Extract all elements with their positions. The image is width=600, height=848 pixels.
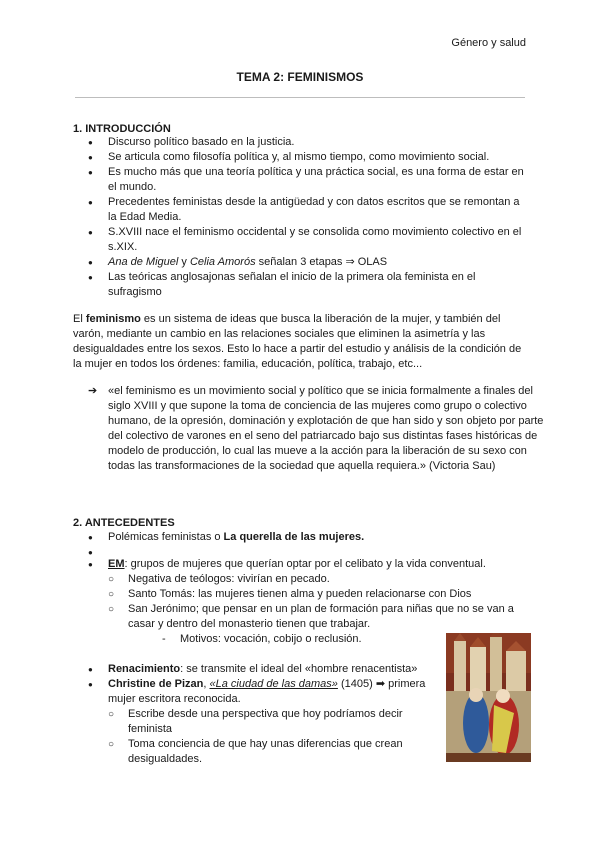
list-item-christine: ● Christine de Pizan, «La ciudad de las damas» (1405) ➡ primera mujer escritora reconocida. ○ Escribe desde una perspectiva que hoy podríamos decir feminista ○ Toma conciencia de que hay unas diferencias que crean desigualdades. [88,677,448,767]
christine-sublist [108,707,448,767]
section-heading-introduccion: 1. INTRODUCCIÓN [73,123,171,135]
sub-sub-list-item: - Motivos: vocación, cobijo o reclusión. [162,632,528,647]
definition-paragraph: El feminismo es un sistema de ideas que busca la liberación de la mujer, y también del varón, mediante un cambio en las relaciones sociales que eliminen la asimetría y las desigualdades entre los sexos. Esto lo hace a partir del estudio y análisis de la condición de la mujer en todos los órdenes: familia, educación, política, trabajo, etc... [73,313,522,370]
list-item-polemicas: ● Polémicas feministas o La querella de las mujeres. [88,530,528,545]
list-item: ● Se articula como filosofía política y, al mismo tiempo, como movimiento social. [88,150,528,165]
sub-list-item: ○ Toma conciencia de que hay unas diferencias que crean desigualdades. [108,737,448,767]
em-label: EM [108,558,125,570]
sub-list-item: ○ Escribe desde una perspectiva que hoy podríamos decir feminista [108,707,448,737]
arrow-icon: ➔ [88,385,98,397]
sub-list-item: ○ Santo Tomás: las mujeres tienen alma y pueden relacionarse con Dios [108,587,528,602]
illustration-image [446,633,531,762]
term-feminismo: feminismo [85,313,141,325]
list-item-etapas: ● Ana de Miguel y Celia Amorós señalan 3 etapas ⇒ OLAS [88,255,528,270]
list-item-renacimiento: ● Renacimiento: se transmite el ideal del «hombre renacentista» [88,662,448,677]
list-item: ● Las teóricas anglosajonas señalan el inicio de la primera ola feminista en el sufragismo [88,270,528,300]
quote-text: «el feminismo es un movimiento social y político que se inicia formalmente a finales del siglo XVIII y que supone la toma de conciencia de las mujeres como grupo o colectivo humano, de la opresión, dominación y explotación de que han sido y son objeto por parte del colectivo de varones en el seno del patriarcado bajo sus distintas fases históricas de modelo de producción, lo cual las mueve a la acción para la liberación de su sexo con todas las transformaciones de la sociedad que aquella requiera.» (Victoria Sau) [108,385,544,472]
page-header: Género y salud [451,37,526,49]
author-ana-de-miguel: Ana de Miguel [108,256,179,268]
intro-bullet-list [88,135,528,300]
book-title: «La ciudad de las damas» [209,678,338,690]
list-item: ● Es mucho más que una teoría política y una práctica social, es una forma de estar en el mundo. [88,165,528,195]
spacer [88,545,528,557]
renacimiento-bullet-list [88,662,448,767]
quote-block [88,384,548,474]
sub-list-item: ○ San Jerónimo; que pensar en un plan de formación para niñas que no se van a casar y dentro del monasterio tienen que trabajar. - Motivos: vocación, cobijo o reclusión. [108,602,528,647]
sub-list-item: ○ Negativa de teólogos: vivirían en pecado. [108,572,528,587]
author-celia-amoros: Celia Amorós [189,256,256,268]
list-item: ● Discurso político basado en la justicia. [88,135,528,150]
list-item: ● S.XVIII nace el feminismo occidental y se consolida como movimiento colectivo en el s.XIX. [88,225,528,255]
antecedentes-bullet-list [88,530,528,647]
title-divider [75,97,525,98]
page-title: TEMA 2: FEMINISMOS [236,70,364,84]
section-heading-antecedentes: 2. ANTECEDENTES [73,517,175,529]
list-item-em: ● EM: grupos de mujeres que querían optar por el celibato y la vida conventual. ○ Negativa de teólogos: vivirían en pecado. ○ Santo Tomás: las mujeres tienen alma y pueden relacionarse con Dios ○ San Jerónimo; que pensar en un plan de formación para niñas que no se van a casar y dentro del monasterio tienen que trabajar. - Motivos: vocación, cobijo o reclusión. [88,557,528,647]
list-item: ● Precedentes feministas desde la antigüedad y con datos escritos que se remontan a la Edad Media. [88,195,528,225]
medieval-illustration [446,633,531,762]
